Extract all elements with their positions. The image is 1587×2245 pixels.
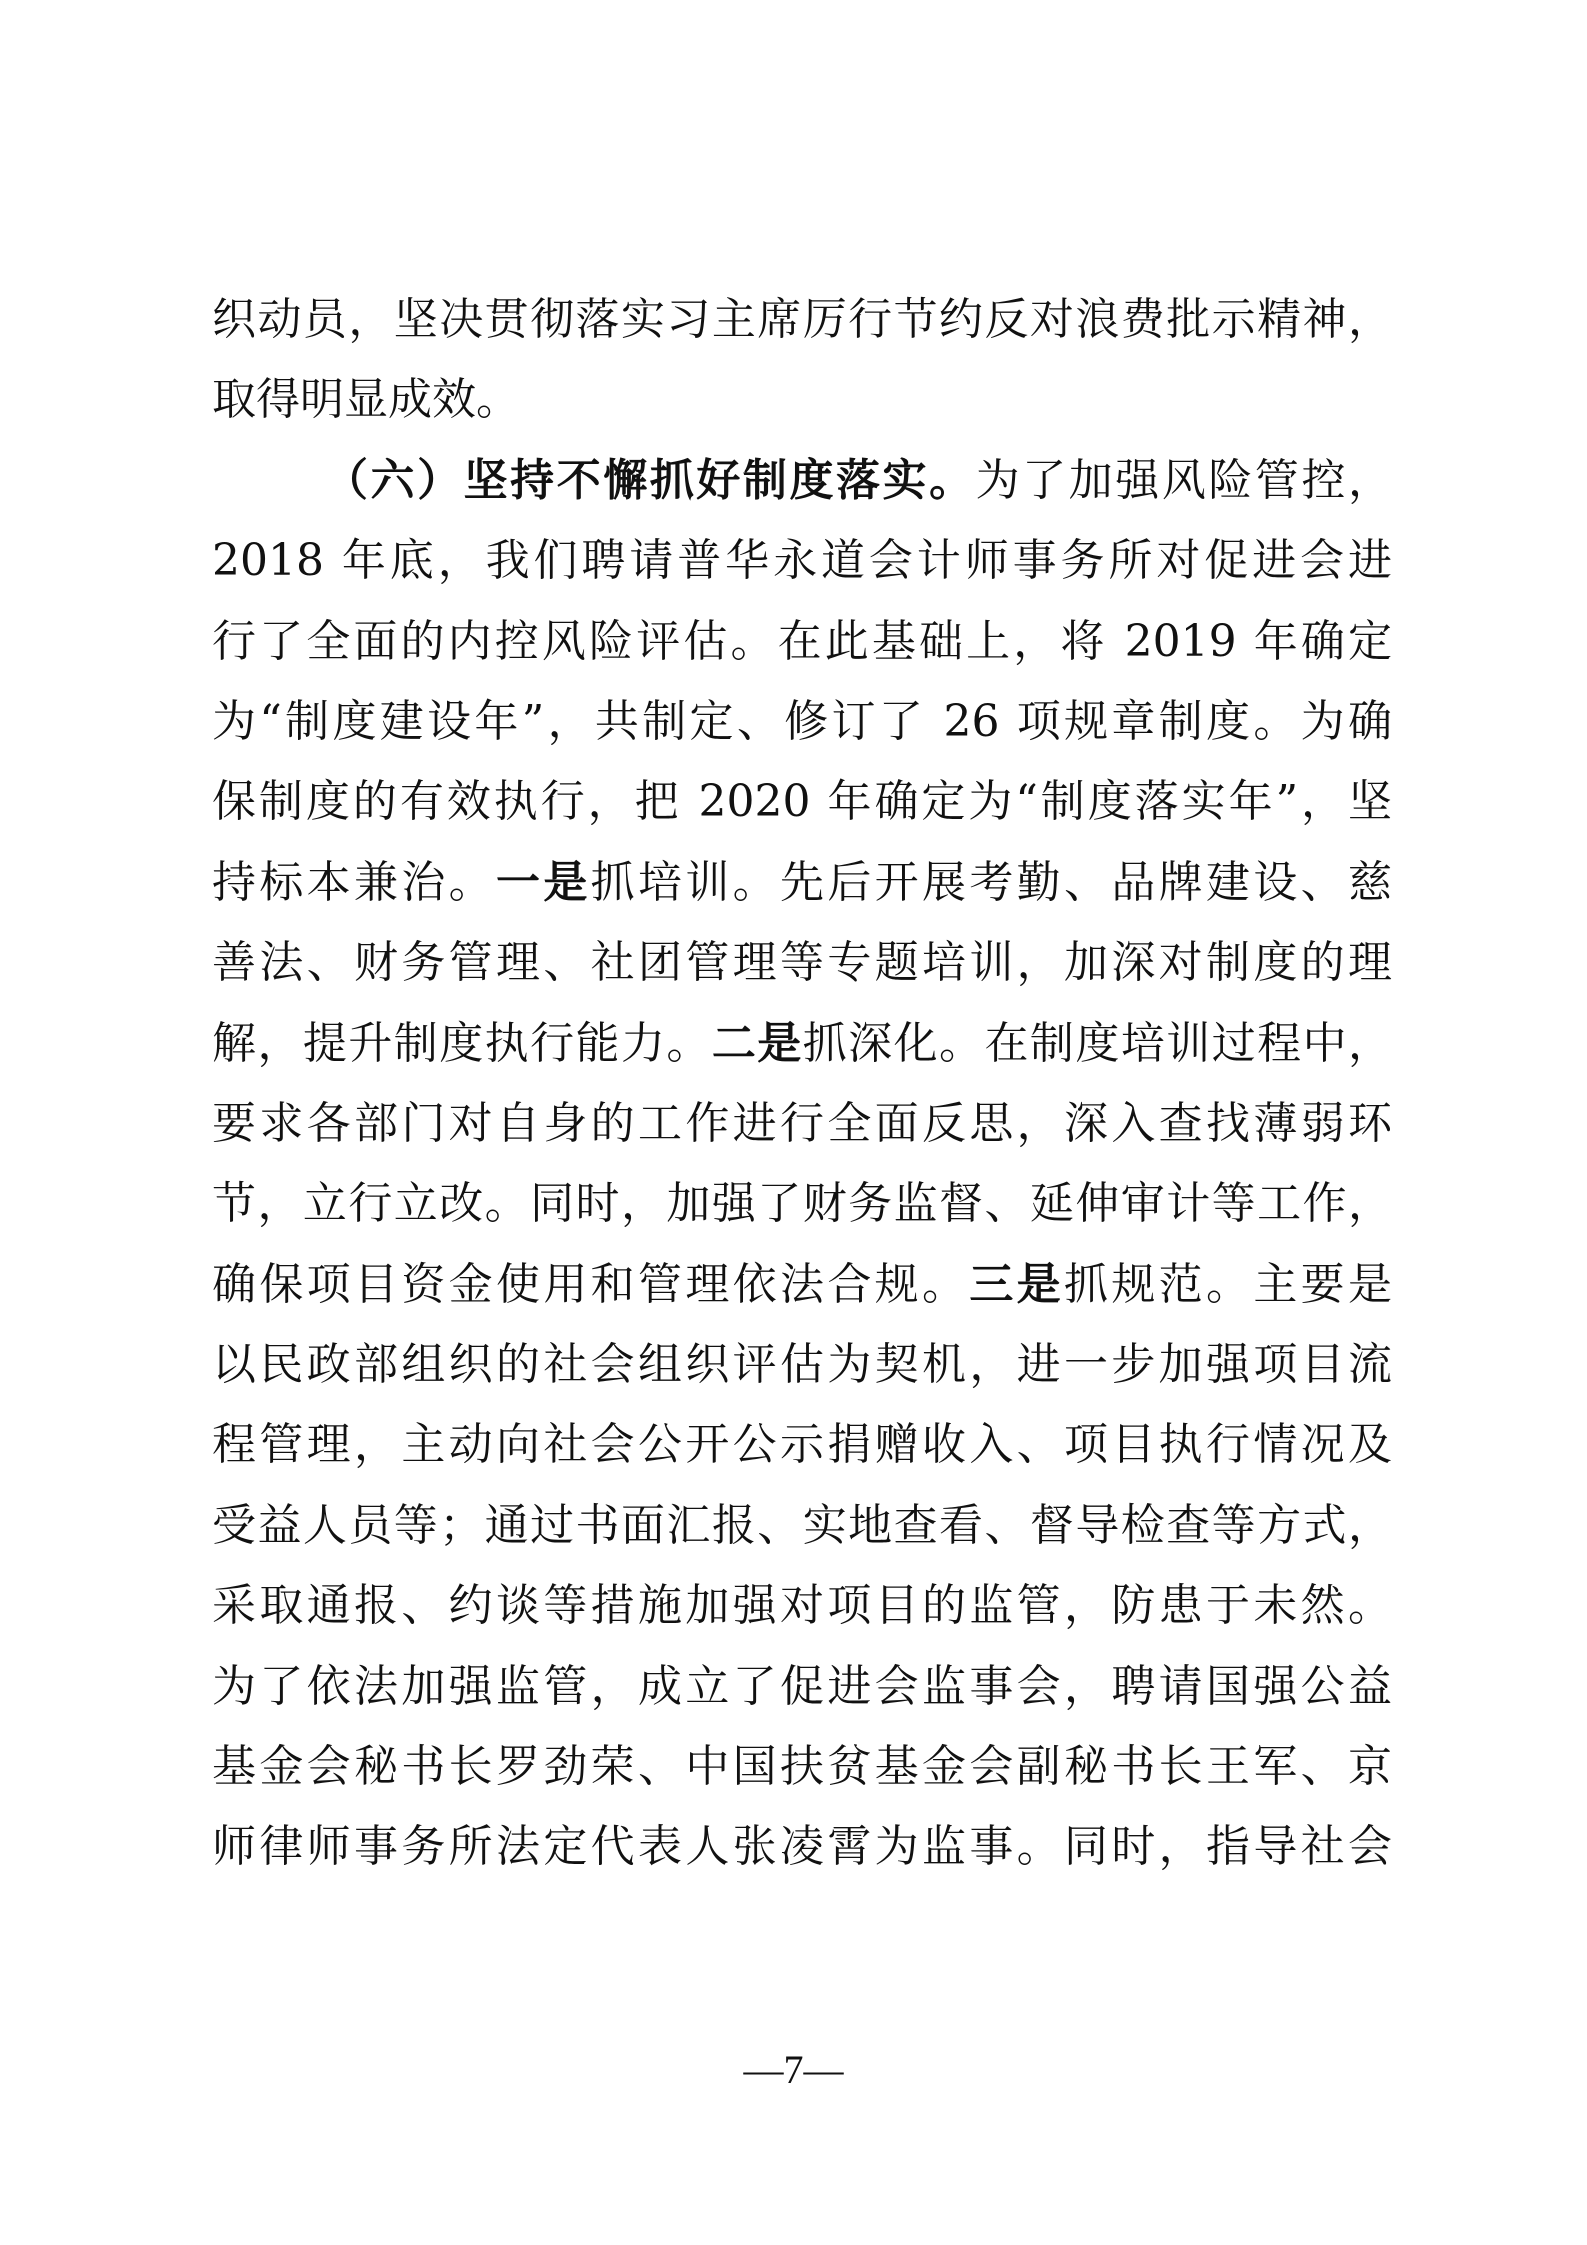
text-line: 保制度的有效执行，把 2020 年确定为“制度落实年”，坚 [212, 776, 1392, 828]
text-line: 采取通报、约谈等措施加强对项目的监管，防患于未然。 [212, 1580, 1392, 1632]
text-span: 确保项目资金使用和管理依法合规。 [212, 1258, 970, 1310]
emphasis-third: 三是 [969, 1258, 1065, 1310]
text-line [212, 1245, 1392, 1325]
text-line: 织动员，坚决贯彻落实习主席厉行节约反对浪费批示精神， [212, 294, 1392, 345]
text-line: 要求各部门对自身的工作进行全面反思，深入查找薄弱环 [212, 1097, 1392, 1149]
text-line: 取得明显成效。 [212, 374, 520, 426]
text-span: 抓规范。主要是 [1064, 1258, 1392, 1310]
text-line [212, 843, 1392, 923]
section-heading: （六）坚持不懈抓好制度落实。 [324, 454, 976, 506]
body-text [212, 280, 1392, 1888]
text-line: 基金会秘书长罗劲荣、中国扶贫基金会副秘书长王军、京 [212, 1741, 1392, 1793]
text-line: 师律师事务所法定代表人张凌霄为监事。同时，指导社会 [212, 1821, 1392, 1873]
text-span: 抓深化。在制度培训过程中， [802, 1017, 1392, 1069]
emphasis-first: 一是 [496, 856, 591, 908]
text-span: 为了加强风险管控， [975, 454, 1392, 506]
text-span: 持标本兼治。 [212, 856, 496, 908]
text-line [212, 1004, 1392, 1084]
page-number: —7— [743, 2047, 844, 2092]
text-line: 节，立行立改。同时，加强了财务监督、延伸审计等工作， [212, 1178, 1392, 1230]
text-line: 受益人员等；通过书面汇报、实地查看、督导检查等方式， [212, 1499, 1392, 1551]
text-line: 行了全面的内控风险评估。在此基础上，将 2019 年确定 [212, 615, 1392, 667]
text-span: 抓培训。先后开展考勤、品牌建设、慈 [590, 856, 1392, 908]
text-line: 以民政部组织的社会组织评估为契机，进一步加强项目流 [212, 1339, 1392, 1391]
emphasis-second: 二是 [711, 1017, 803, 1069]
text-line: 程管理，主动向社会公开公示捐赠收入、项目执行情况及 [212, 1419, 1392, 1471]
text-line: 为了依法加强监管，成立了促进会监事会，聘请国强公益 [212, 1660, 1392, 1712]
text-line: 善法、财务管理、社团管理等专题培训，加深对制度的理 [212, 937, 1392, 989]
section-heading-line [212, 441, 1392, 521]
text-line: 为“制度建设年”，共制定、修订了 26 项规章制度。为确 [212, 695, 1392, 747]
text-span: 解，提升制度执行能力。 [212, 1017, 712, 1069]
text-line: 2018 年底，我们聘请普华永道会计师事务所对促进会进 [212, 535, 1392, 587]
